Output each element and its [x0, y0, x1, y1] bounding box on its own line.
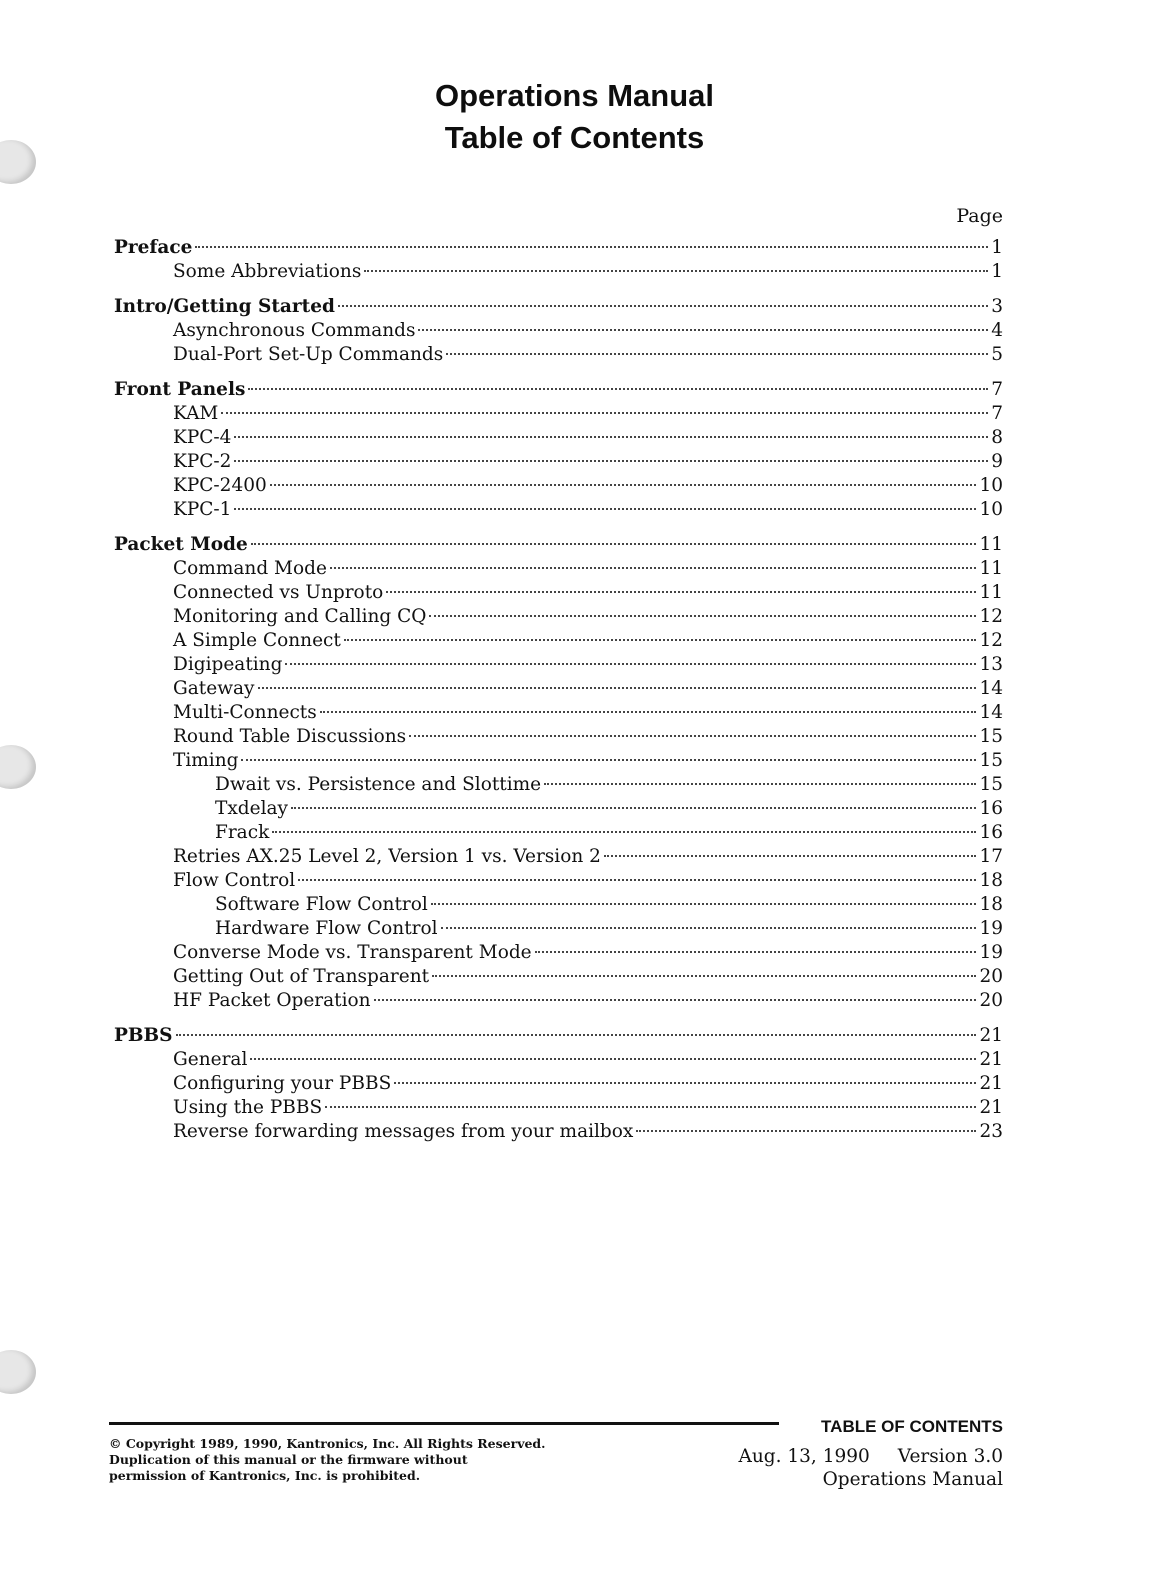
copyright-line: © Copyright 1989, 1990, Kantronics, Inc. All Rights Reserved. [109, 1436, 546, 1451]
dot-leader [221, 412, 988, 414]
toc-entry-title: Using the PBBS [173, 1097, 323, 1118]
toc-entry-title: Converse Mode vs. Transparent Mode [173, 942, 532, 963]
dot-leader [234, 460, 988, 462]
dot-leader [176, 1034, 977, 1036]
toc-entry-title: Timing [173, 750, 239, 771]
toc-entry-page: 10 [979, 475, 1003, 496]
toc-entry [114, 869, 1003, 893]
toc-entry-page: 4 [991, 320, 1003, 341]
toc-entry [114, 653, 1003, 677]
dot-leader [234, 436, 988, 438]
toc-entry-title: A Simple Connect [173, 630, 341, 651]
toc-entry [114, 236, 1003, 260]
toc-entry [114, 378, 1003, 402]
dot-leader [446, 353, 988, 355]
toc-entry-title: Dwait vs. Persistence and Slottime [215, 774, 542, 795]
toc-entry [114, 989, 1003, 1013]
toc-entry [114, 1048, 1003, 1072]
toc-entry-title: Asynchronous Commands [173, 320, 416, 341]
copyright-notice [109, 1436, 589, 1484]
dot-leader [394, 1082, 976, 1084]
toc-entry-page: 18 [979, 894, 1003, 915]
toc-entry [114, 581, 1003, 605]
toc-entry [114, 605, 1003, 629]
toc-entry-page: 23 [979, 1121, 1003, 1142]
dot-leader [374, 999, 977, 1001]
toc-entry [114, 260, 1003, 284]
toc-entry-page: 12 [979, 630, 1003, 651]
toc-entry [114, 893, 1003, 917]
toc-entry-title: Multi-Connects [173, 702, 317, 723]
dot-leader [431, 903, 977, 905]
toc-entry-page: 19 [979, 942, 1003, 963]
toc-entry [114, 295, 1003, 319]
toc-entry [114, 845, 1003, 869]
toc-entry-page: 9 [991, 451, 1003, 472]
toc-entry-title: Some Abbreviations [173, 261, 362, 282]
dot-leader [535, 951, 977, 953]
dot-leader [234, 508, 976, 510]
toc-entry-page: 10 [979, 499, 1003, 520]
toc-entry [114, 797, 1003, 821]
dot-leader [636, 1130, 976, 1132]
toc-entry-title: HF Packet Operation [173, 990, 371, 1011]
toc-entry [114, 498, 1003, 522]
toc-entry-title: Command Mode [173, 558, 327, 579]
toc-entry-page: 7 [991, 379, 1003, 400]
dot-leader [418, 329, 988, 331]
dot-leader [298, 879, 976, 881]
toc-entry [114, 629, 1003, 653]
toc-entry-title: Preface [114, 237, 193, 258]
dot-leader [338, 305, 988, 307]
toc-entry [114, 941, 1003, 965]
toc-entry-title: Front Panels [114, 379, 246, 400]
dot-leader [272, 831, 976, 833]
toc-entry-page: 16 [979, 798, 1003, 819]
toc-entry-page: 15 [979, 726, 1003, 747]
binder-hole [0, 1350, 36, 1394]
toc-entry-title: KAM [173, 403, 219, 424]
toc-entry [114, 701, 1003, 725]
toc-entry-page: 11 [979, 558, 1003, 579]
toc-entry-page: 14 [979, 702, 1003, 723]
toc-entry-title: Txdelay [215, 798, 288, 819]
toc-entry-page: 15 [979, 750, 1003, 771]
toc-entry-page: 15 [979, 774, 1003, 795]
dot-leader [409, 735, 976, 737]
toc-entry-page: 13 [979, 654, 1003, 675]
dot-leader [325, 1106, 976, 1108]
toc-entry [114, 343, 1003, 367]
toc-entry-title: Hardware Flow Control [215, 918, 438, 939]
binder-hole [0, 745, 36, 789]
toc-entry-title: Flow Control [173, 870, 296, 891]
toc-entry-page: 17 [979, 846, 1003, 867]
toc-entry-page: 12 [979, 606, 1003, 627]
toc-entry [114, 1024, 1003, 1048]
toc-entry [114, 474, 1003, 498]
toc-entry [114, 1120, 1003, 1144]
page-column-header: Page [956, 205, 1003, 227]
dot-leader [429, 615, 976, 617]
dot-leader [604, 855, 977, 857]
dot-leader [285, 663, 976, 665]
toc-entry [114, 533, 1003, 557]
footer-edition [739, 1445, 1003, 1491]
toc-entry-title: Monitoring and Calling CQ [173, 606, 427, 627]
toc-entry-page: 1 [991, 237, 1003, 258]
toc-entry-page: 7 [991, 403, 1003, 424]
toc-entry-page: 21 [979, 1025, 1003, 1046]
toc-entry-page: 20 [979, 990, 1003, 1011]
dot-leader [544, 783, 976, 785]
dot-leader [344, 639, 977, 641]
dot-leader [241, 759, 976, 761]
dot-leader [291, 807, 976, 809]
toc-entry [114, 725, 1003, 749]
toc-entry-page: 8 [991, 427, 1003, 448]
toc-entry-title: KPC-1 [173, 499, 232, 520]
toc-entry-page: 11 [979, 534, 1003, 555]
toc-entry-title: Reverse forwarding messages from your mailbox [173, 1121, 634, 1142]
toc-entry [114, 965, 1003, 989]
toc-entry-page: 3 [991, 296, 1003, 317]
dot-leader [270, 484, 977, 486]
footer-version: Version 3.0 [897, 1446, 1003, 1467]
toc-entry-page: 21 [979, 1049, 1003, 1070]
toc-entry-page: 1 [991, 261, 1003, 282]
toc-entry [114, 402, 1003, 426]
dot-leader [386, 591, 976, 593]
dot-leader [251, 543, 977, 545]
footer-date: Aug. 13, 1990 [738, 1446, 870, 1467]
table-of-contents [114, 236, 1003, 1144]
copyright-line: permission of Kantronics, Inc. is prohibited. [109, 1468, 421, 1483]
toc-entry-title: Intro/Getting Started [114, 296, 335, 317]
toc-entry [114, 426, 1003, 450]
footer-section-title: TABLE OF CONTENTS [821, 1417, 1003, 1436]
toc-entry-title: Gateway [173, 678, 255, 699]
dot-leader [441, 927, 977, 929]
toc-entry [114, 450, 1003, 474]
footer-rule [109, 1422, 779, 1425]
dot-leader [248, 388, 988, 390]
toc-entry [114, 1072, 1003, 1096]
toc-entry [114, 773, 1003, 797]
toc-entry-page: 14 [979, 678, 1003, 699]
toc-entry-page: 21 [979, 1097, 1003, 1118]
toc-entry [114, 749, 1003, 773]
toc-entry-title: Round Table Discussions [173, 726, 407, 747]
copyright-line: Duplication of this manual or the firmware without [109, 1452, 468, 1467]
toc-entry-title: PBBS [114, 1025, 173, 1046]
dot-leader [364, 270, 988, 272]
toc-entry-title: Packet Mode [114, 534, 248, 555]
toc-entry [114, 677, 1003, 701]
toc-entry-title: Getting Out of Transparent [173, 966, 430, 987]
toc-entry-page: 11 [979, 582, 1003, 603]
dot-leader [195, 246, 988, 248]
toc-entry-title: Connected vs Unproto [173, 582, 384, 603]
toc-entry [114, 821, 1003, 845]
toc-entry-title: Software Flow Control [215, 894, 428, 915]
toc-entry-page: 19 [979, 918, 1003, 939]
toc-entry-page: 20 [979, 966, 1003, 987]
toc-entry-page: 21 [979, 1073, 1003, 1094]
toc-entry-title: Retries AX.25 Level 2, Version 1 vs. Version 2 [173, 846, 601, 867]
toc-entry-title: KPC-2400 [173, 475, 267, 496]
toc-entry [114, 319, 1003, 343]
toc-entry [114, 917, 1003, 941]
document-subtitle: Table of Contents [444, 120, 705, 155]
dot-leader [258, 687, 977, 689]
toc-entry-title: Digipeating [173, 654, 283, 675]
toc-entry-title: Configuring your PBBS [173, 1073, 392, 1094]
toc-entry-title: Dual-Port Set-Up Commands [173, 344, 444, 365]
dot-leader [432, 975, 976, 977]
toc-entry [114, 1096, 1003, 1120]
document-title: Operations Manual [434, 78, 715, 113]
toc-entry-page: 18 [979, 870, 1003, 891]
toc-entry [114, 557, 1003, 581]
toc-entry-page: 5 [991, 344, 1003, 365]
dot-leader [250, 1058, 976, 1060]
toc-entry-page: 16 [979, 822, 1003, 843]
toc-entry-title: General [173, 1049, 248, 1070]
footer-manual-name: Operations Manual [822, 1469, 1003, 1490]
dot-leader [330, 567, 977, 569]
toc-entry-title: KPC-2 [173, 451, 232, 472]
toc-entry-title: Frack [215, 822, 270, 843]
toc-entry-title: KPC-4 [173, 427, 232, 448]
dot-leader [320, 711, 977, 713]
